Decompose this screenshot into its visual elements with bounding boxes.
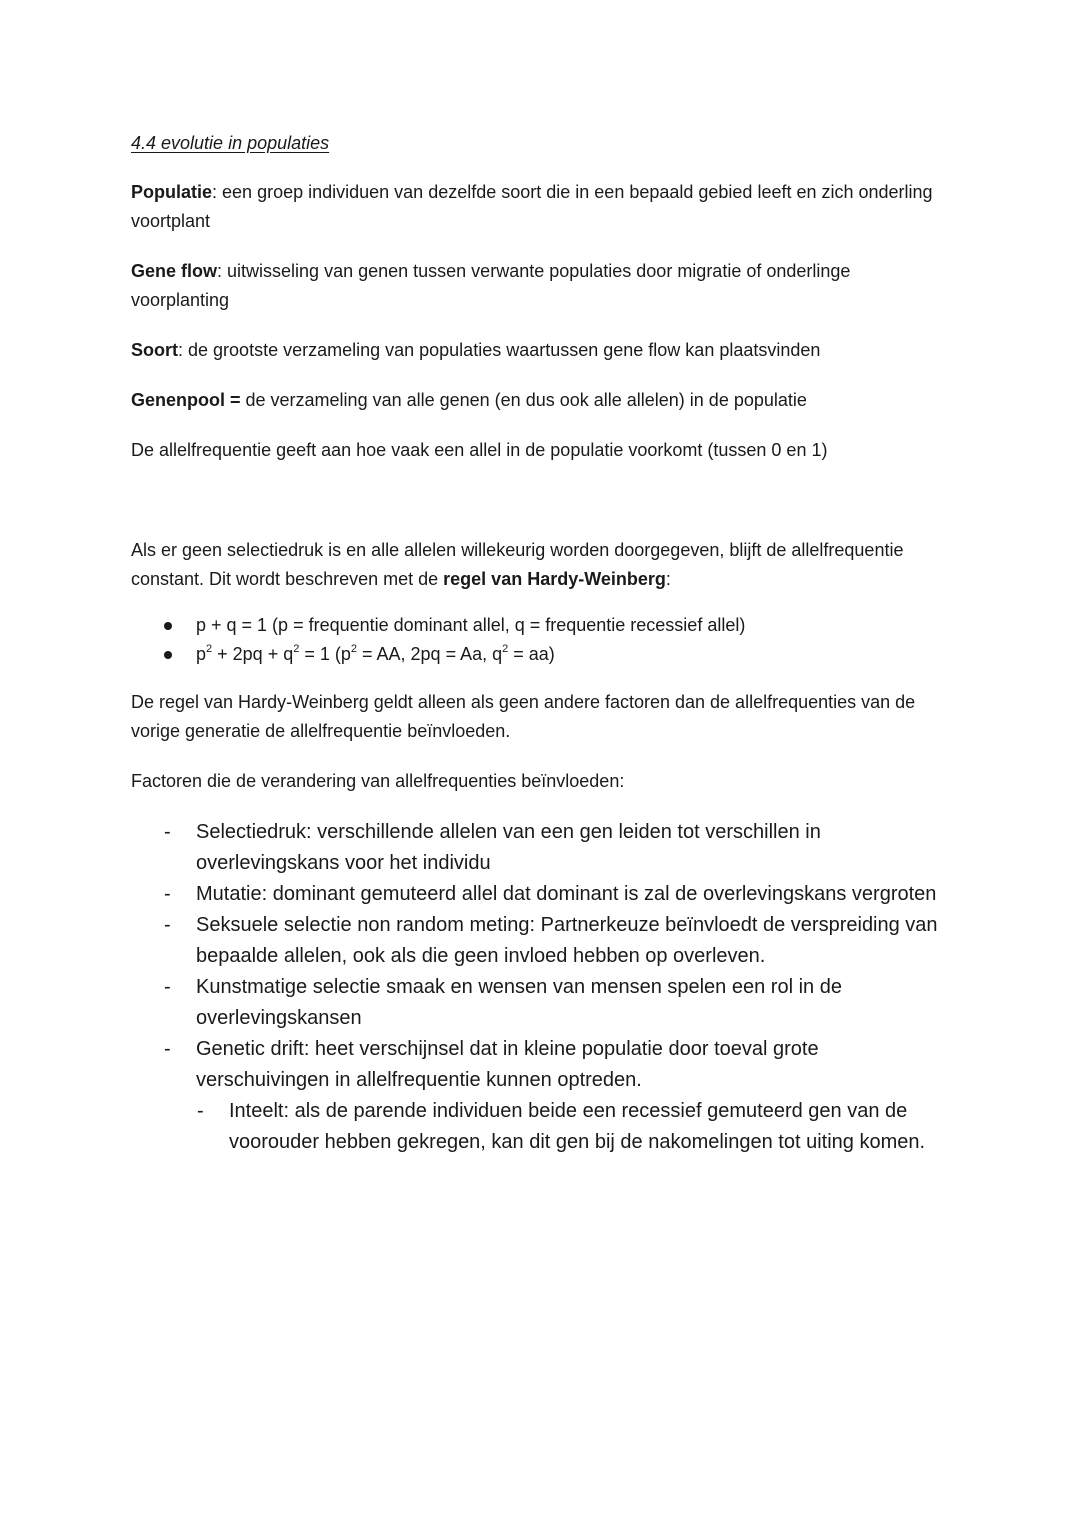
formula-part: = aa) [508, 644, 555, 664]
definition-text: de verzameling van alle genen (en dus ook alle allelen) in de populatie [240, 390, 807, 410]
list-item [131, 1034, 951, 1096]
term-populatie: Populatie [131, 182, 213, 202]
definition-gene-flow [131, 257, 951, 315]
term-sep: : [217, 261, 223, 281]
dash-marker: - [164, 1038, 171, 1060]
definition-text: de grootste verzameling van populaties waartussen gene flow kan plaatsvinden [183, 340, 821, 360]
list-item [131, 817, 951, 879]
dash-marker: - [164, 883, 171, 905]
hardy-weinberg-intro [131, 536, 951, 594]
definition-genenpool [131, 386, 951, 415]
definition-soort [131, 336, 951, 365]
superscript: 2 [206, 643, 213, 655]
intro-colon: : [665, 569, 671, 589]
list-item-text: Kunstmatige selectie smaak en wensen van mensen spelen een rol in de overlevingskansen [196, 976, 842, 1029]
dash-marker: - [164, 914, 171, 936]
definition-text: een groep individuen van dezelfde soort die in een bepaald gebied leeft en zich onderling voortplant [131, 182, 933, 231]
bullet-icon [164, 622, 172, 630]
list-item [131, 972, 951, 1034]
formula-part: = AA, 2pq = Aa, q [357, 644, 503, 664]
hardy-weinberg-term: regel van Hardy-Weinberg [443, 569, 666, 589]
hardy-weinberg-condition: De regel van Hardy-Weinberg geldt alleen als geen andere factoren dan de allelfrequenties van de vorige generatie de allelfrequentie beïnvloeden. [131, 692, 916, 741]
term-sep: : [178, 340, 184, 360]
spacer [131, 486, 951, 536]
dash-marker: - [164, 976, 171, 998]
definition-populatie [131, 178, 951, 236]
formula-part: p [196, 644, 207, 664]
factoren-list [131, 817, 951, 1158]
list-item-text: Selectiedruk: verschillende allelen van een gen leiden tot verschillen in overlevingskans voor het individu [196, 821, 821, 874]
bullet-icon [164, 651, 172, 659]
formula-text: p + q = 1 (p = frequentie dominant allel, q = frequentie recessief allel) [196, 615, 746, 635]
superscript: 2 [293, 643, 300, 655]
dash-marker: - [197, 1100, 204, 1122]
section-heading: 4.4 evolutie in populaties [131, 133, 330, 153]
term-genenpool: Genenpool = [131, 390, 241, 410]
list-item-text: Mutatie: dominant gemuteerd allel dat dominant is zal de overlevingskans vergroten [196, 883, 937, 905]
term-soort: Soort [131, 340, 178, 360]
formula-part: + 2pq + q [212, 644, 294, 664]
superscript: 2 [502, 643, 509, 655]
list-item-text: Seksuele selectie non random meting: Partnerkeuze beïnvloedt de verspreiding van bepaalde allelen, ook als die geen invloed hebben op overleven. [196, 914, 938, 967]
formula-list [131, 611, 951, 669]
formula-item [131, 611, 951, 640]
list-item [131, 879, 951, 910]
term-sep: : [212, 182, 218, 202]
list-item [131, 910, 951, 972]
formula-item [131, 640, 951, 669]
document-page [131, 130, 951, 1158]
dash-marker: - [164, 821, 171, 843]
definition-text: uitwisseling van genen tussen verwante populaties door migratie of onderlinge voorplanting [131, 261, 851, 310]
term-gene-flow: Gene flow [131, 261, 218, 281]
sub-list-item-text: Inteelt: als de parende individuen beide een recessief gemuteerd gen van de voorouder hebben gekregen, kan dit gen bij de nakomelingen tot uiting komen. [229, 1100, 926, 1153]
sub-list-item [131, 1096, 951, 1158]
formula-part: = 1 (p [299, 644, 351, 664]
intro-text: Als er geen selectiedruk is en alle allelen willekeurig worden doorgegeven, blijft de allelfrequentie constant. Dit wordt beschreven met de [131, 540, 904, 589]
list-item-text: Genetic drift: heet verschijnsel dat in kleine populatie door toeval grote verschuivingen in allelfrequentie kunnen optreden. [196, 1038, 819, 1091]
superscript: 2 [350, 643, 357, 655]
factoren-intro: Factoren die de verandering van allelfrequenties beïnvloeden: [131, 771, 625, 791]
allelfrequentie-text: De allelfrequentie geeft aan hoe vaak een allel in de populatie voorkomt (tussen 0 en 1) [131, 440, 828, 460]
